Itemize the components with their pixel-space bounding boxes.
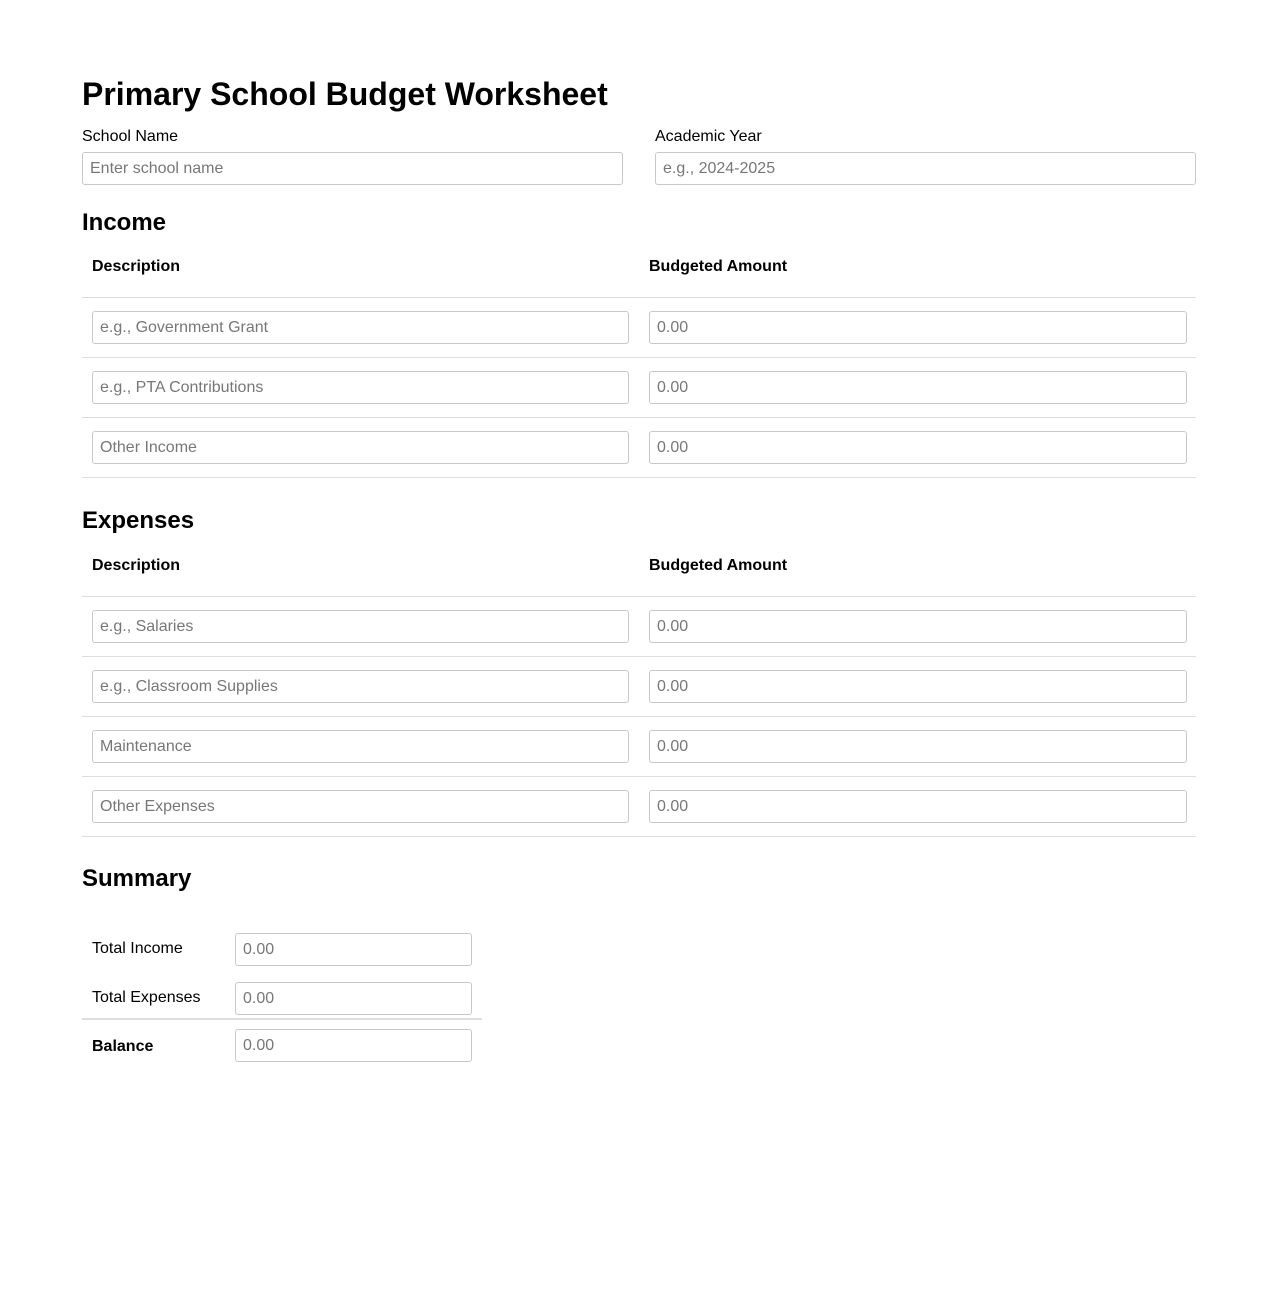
school-name-field-group (82, 128, 623, 185)
expense-amount-input[interactable] (649, 730, 1187, 763)
expense-row (82, 657, 1196, 717)
expense-description-input[interactable] (92, 610, 629, 643)
income-heading: Income (82, 209, 167, 236)
academic-year-label: Academic Year (655, 128, 762, 145)
school-name-label: School Name (82, 128, 179, 145)
school-info-section (82, 128, 1196, 188)
expenses-table-header (82, 538, 1196, 597)
expenses-table (82, 538, 1196, 837)
income-amount-header: Budgeted Amount (649, 258, 788, 275)
summary-table (82, 920, 482, 1070)
summary-row-total-expenses (82, 969, 482, 1018)
income-row (82, 418, 1196, 478)
school-name-input[interactable] (82, 152, 623, 185)
total-expenses-label: Total Expenses (92, 989, 201, 1006)
balance-input[interactable] (235, 1029, 472, 1062)
income-description-input[interactable] (92, 311, 629, 344)
income-description-input[interactable] (92, 431, 629, 464)
expense-amount-input[interactable] (649, 670, 1187, 703)
expense-description-input[interactable] (92, 730, 629, 763)
page-title: Primary School Budget Worksheet (82, 76, 608, 112)
income-row (82, 358, 1196, 418)
total-income-label: Total Income (92, 940, 183, 957)
income-description-header: Description (92, 258, 181, 275)
expense-row (82, 717, 1196, 777)
total-expenses-input[interactable] (235, 982, 472, 1015)
income-table (82, 239, 1196, 478)
balance-label: Balance (92, 1038, 154, 1055)
total-income-input[interactable] (235, 933, 472, 966)
expense-description-input[interactable] (92, 670, 629, 703)
income-amount-input[interactable] (649, 311, 1187, 344)
expenses-description-header: Description (92, 557, 181, 574)
expense-amount-input[interactable] (649, 790, 1187, 823)
expense-amount-input[interactable] (649, 610, 1187, 643)
expenses-heading: Expenses (82, 507, 195, 534)
academic-year-input[interactable] (655, 152, 1196, 185)
expense-description-input[interactable] (92, 790, 629, 823)
expense-row (82, 777, 1196, 837)
expenses-amount-header: Budgeted Amount (649, 557, 788, 574)
income-amount-input[interactable] (649, 371, 1187, 404)
income-description-input[interactable] (92, 371, 629, 404)
expense-row (82, 597, 1196, 657)
summary-row-balance (82, 1018, 482, 1070)
income-amount-input[interactable] (649, 431, 1187, 464)
academic-year-field-group (655, 128, 1196, 185)
summary-row-total-income (82, 920, 482, 969)
income-table-header (82, 239, 1196, 298)
summary-heading: Summary (82, 865, 192, 892)
income-row (82, 298, 1196, 358)
